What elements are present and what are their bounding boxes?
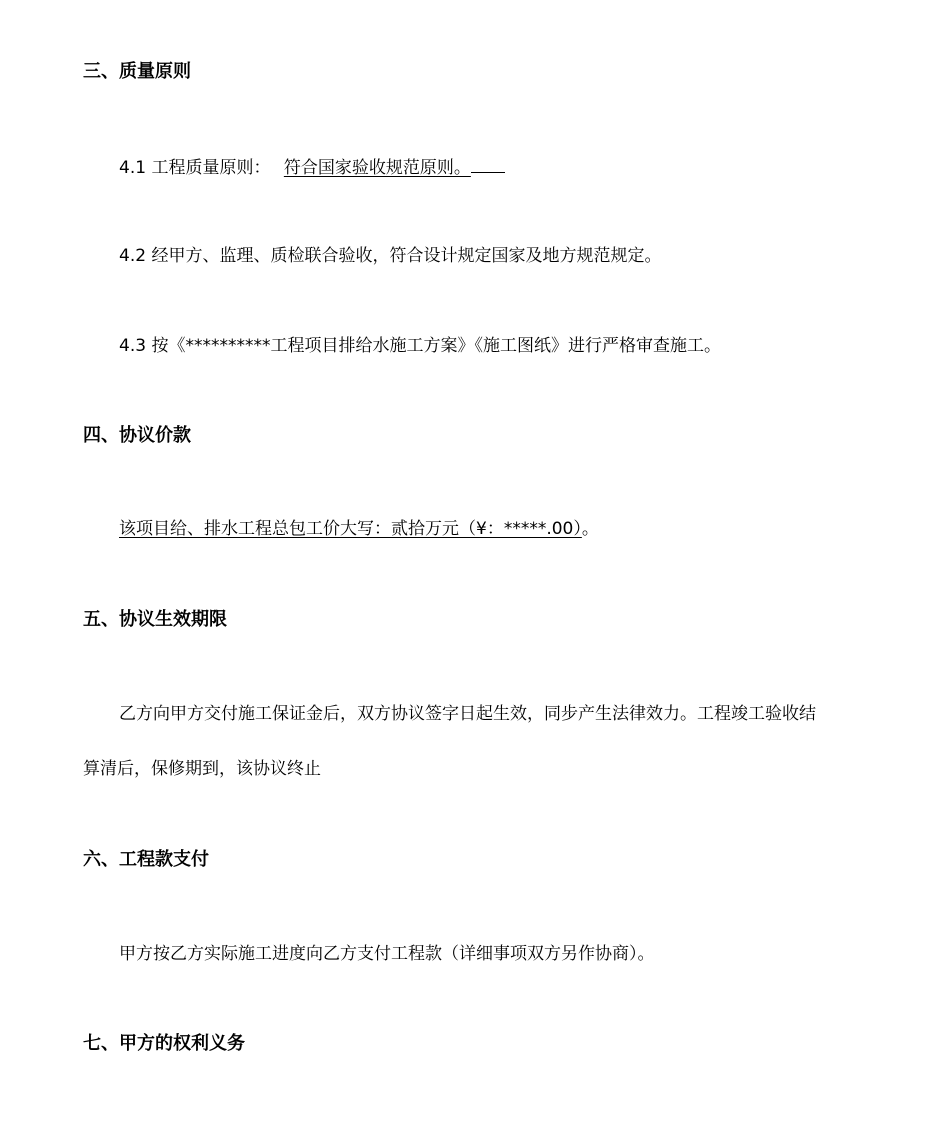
clause-4-1-label: 4.1 工程质量原则： [119,158,271,178]
clause-4-1 [119,154,505,180]
section-heading-party-a-rights: 七、甲方的权利义务 [83,1033,245,1054]
section-heading-price: 四、协议价款 [83,425,191,446]
validity-clause-line1: 乙方向甲方交付施工保证金后，双方协议签字日起生效，同步产生法律效力。工程竣工验收结 [119,704,816,724]
clause-4-2: 4.2 经甲方、监理、质检联合验收，符合设计规定国家及地方规范规定。 [119,246,662,266]
clause-4-3: 4.3 按《**********工程项目排给水施工方案》《施工图纸》进行严格审查施工。 [119,336,721,356]
price-clause-underlined: 该项目给、排水工程总包工价大写：贰拾万元（¥：*****.00） [119,519,582,539]
validity-clause-line2: 算清后，保修期到，该协议终止 [83,759,321,779]
section-heading-validity: 五、协议生效期限 [83,609,227,630]
section-heading-quality: 三、质量原则 [83,61,191,82]
underline-blank [471,154,505,173]
section-heading-payment: 六、工程款支付 [83,849,209,870]
clause-4-1-value: 符合国家验收规范原则。 [283,158,471,178]
price-clause-tail: 。 [581,519,599,539]
payment-clause: 甲方按乙方实际施工进度向乙方支付工程款（详细事项双方另作协商）。 [119,944,655,964]
price-clause [119,517,599,541]
